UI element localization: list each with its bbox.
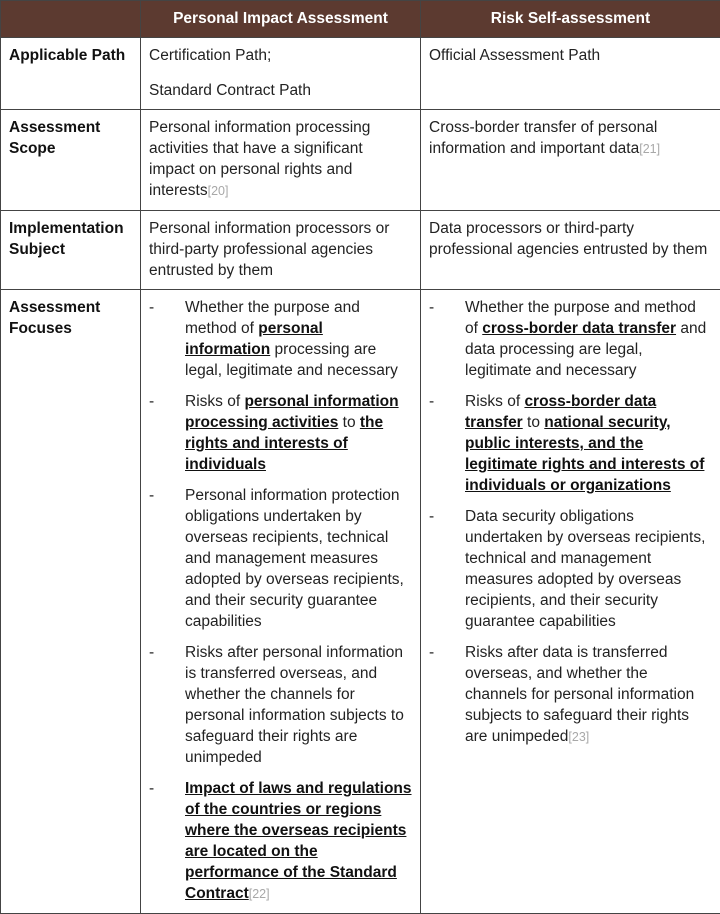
pia-implementation-subject: Personal information processors or third-party professional agencies entrusted by them: [141, 211, 421, 290]
bullet-dash: -: [149, 297, 169, 318]
risk-scope-text: Cross-border transfer of personal information and important data: [429, 119, 657, 157]
emphasis-text: cross-border data transfer: [482, 320, 676, 337]
header-corner: [1, 1, 141, 38]
focus-text: Data security obligations undertaken by overseas recipients, technical and management measures adopted by overseas recipients, and their security guarantee capabilities: [465, 508, 705, 630]
row-label-applicable-path: Applicable Path: [1, 38, 141, 110]
bullet-dash: -: [149, 485, 169, 506]
pia-focus-list: [149, 297, 412, 905]
pia-path-line-2: Standard Contract Path: [149, 80, 412, 101]
bullet-dash: -: [429, 642, 449, 663]
emphasis-text: national security, public interests, and the legitimate rights and interests of individuals or organizations: [465, 414, 704, 494]
pia-focus-item: [149, 391, 412, 475]
bullet-dash: -: [149, 642, 169, 663]
focus-text: to: [523, 414, 545, 431]
risk-focus-item: [429, 506, 712, 632]
emphasis-text: the rights and interests of individuals: [185, 414, 383, 473]
row-assessment-focuses: [1, 290, 720, 914]
header-row: [1, 1, 720, 38]
pia-focus-item: [149, 297, 412, 381]
pia-applicable-path: [141, 38, 421, 110]
pia-path-line-1: Certification Path;: [149, 45, 412, 66]
pia-focus-item: [149, 642, 412, 768]
bullet-dash: -: [149, 391, 169, 412]
focus-text: Risks of: [185, 393, 244, 410]
emphasis-text: Impact of laws and regulations of the countries or regions where the overseas recipients are located on the performance of the Standard Contract: [185, 780, 412, 902]
pia-focus-item: [149, 485, 412, 632]
emphasis-text: personal information: [185, 320, 323, 358]
row-applicable-path: [1, 38, 720, 110]
focus-text: Personal information protection obligations undertaken by overseas recipients, technical and management measures adopted by overseas recipients, and their security guarantee capabilities: [185, 487, 404, 630]
bullet-dash: -: [429, 297, 449, 318]
risk-focus-item: [429, 297, 712, 381]
emphasis-text: cross-border data transfer: [465, 393, 656, 431]
pia-assessment-focuses: [141, 290, 421, 914]
focus-text: to: [338, 414, 360, 431]
focus-text: Risks of: [465, 393, 524, 410]
bullet-dash: -: [429, 391, 449, 412]
bullet-dash: -: [149, 778, 169, 799]
row-label-assessment-scope: Assessment Scope: [1, 110, 141, 211]
pia-scope-text: Personal information processing activities that have a significant impact on personal rights and interests: [149, 119, 370, 199]
risk-focus-list: [429, 297, 712, 748]
pia-focus-item: [149, 778, 412, 905]
risk-assessment-focuses: [421, 290, 720, 914]
row-implementation-subject: [1, 211, 720, 290]
header-risk-self-assessment: Risk Self-assessment: [421, 1, 720, 38]
bullet-dash: -: [429, 506, 449, 527]
row-label-assessment-focuses: Assessment Focuses: [1, 290, 141, 914]
focus-text: processing are legal, legitimate and necessary: [185, 341, 398, 379]
emphasis-text: personal information processing activities: [185, 393, 399, 431]
citation: [23]: [568, 730, 589, 744]
focus-text: and data processing are legal, legitimate and necessary: [465, 320, 706, 379]
risk-implementation-subject: Data processors or third-party professional agencies entrusted by them: [421, 211, 720, 290]
risk-focus-item: [429, 642, 712, 748]
row-assessment-scope: [1, 110, 720, 211]
focus-text: Whether the purpose and method of: [185, 299, 360, 337]
focus-text: Risks after personal information is transferred overseas, and whether the channels for personal information subjects to safeguard their rights are unimpeded: [185, 644, 404, 766]
pia-assessment-scope: [141, 110, 421, 211]
focus-text: Risks after data is transferred overseas, and whether the channels for personal information subjects to safeguard their rights are unimpeded: [465, 644, 694, 745]
focus-text: Whether the purpose and method of: [465, 299, 696, 337]
pia-scope-citation: [20]: [208, 184, 229, 198]
risk-scope-citation: [21]: [639, 142, 660, 156]
header-personal-impact-assessment: Personal Impact Assessment: [141, 1, 421, 38]
risk-focus-item: [429, 391, 712, 496]
row-label-implementation-subject: Implementation Subject: [1, 211, 141, 290]
citation: [22]: [249, 887, 270, 901]
risk-assessment-scope: [421, 110, 720, 211]
risk-applicable-path: Official Assessment Path: [421, 38, 720, 110]
